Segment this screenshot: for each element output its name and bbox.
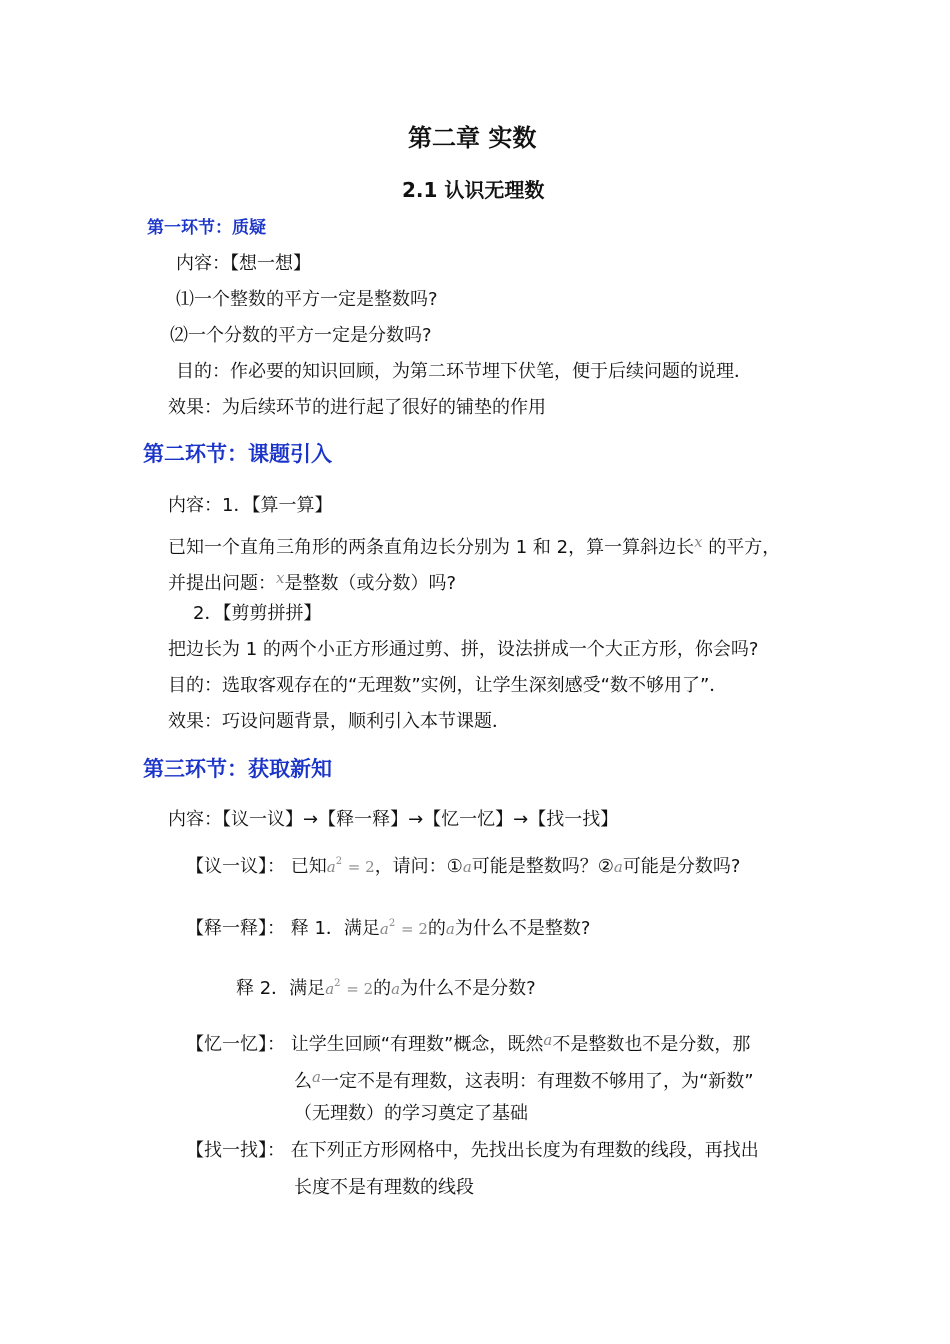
math-a-2: a — [462, 858, 472, 876]
math-exp-2: 2 — [388, 918, 396, 929]
s1-question-1: ⑴一个整数的平方一定是整数吗? — [176, 289, 438, 310]
s2-purpose: 目的：选取客观存在的“无理数”实例，让学生深刻感受“数不够用了”． — [168, 675, 728, 696]
recall-1b: 不是整数也不是分数，那 — [552, 1034, 751, 1055]
math-a-9: a — [312, 1068, 321, 1086]
math-a-7: a — [391, 980, 401, 998]
yiyiyi-d: 可能是分数吗? — [622, 856, 741, 877]
yiyiyi-b: ，请问：① — [374, 856, 463, 877]
s3-recall-line2 — [294, 1065, 754, 1094]
recall-2b: 一定不是有理数，这表明：有理数不够用了，为“新数” — [320, 1071, 754, 1092]
math-exp-3: 2 — [334, 978, 341, 989]
var-x-2: x — [276, 569, 285, 587]
s2-line3: 把边长为 1 的两个小正方形通过剪、拼，设法拼成一个大正方形，你会吗? — [168, 639, 759, 660]
yiyiyi-a: 已知 — [290, 856, 327, 877]
s2-effect: 效果：巧设问题背景，顺利引入本节课题． — [168, 711, 510, 732]
math-a-3: a — [613, 858, 623, 876]
math-a-6: a — [325, 980, 335, 998]
s2-line2-a: 并提出问题： — [168, 573, 276, 594]
s2-line2 — [168, 566, 456, 596]
s3-yiyiyi-line — [186, 850, 740, 879]
section-title: 2.1 认识无理数 — [402, 178, 545, 202]
find-label: 【找一找】： — [186, 1140, 285, 1161]
section3-heading: 第三环节：获取新知 — [143, 757, 332, 781]
s2-content-label: 内容：1．【算一算】 — [168, 495, 333, 516]
chapter-title: 第二章 实数 — [408, 124, 537, 152]
s3-find-line1 — [186, 1139, 759, 1163]
section2-heading: 第二环节：课题引入 — [143, 442, 332, 466]
s2-line1-a: 已知一个直角三角形的两条直角边长分别为 1 和 2，算一算斜边长 — [168, 537, 695, 558]
math-eq: = 2 — [347, 858, 375, 876]
s3-find-line2: 长度不是有理数的线段 — [294, 1177, 474, 1198]
s2-line2-b: 是整数（或分数）吗? — [284, 573, 457, 594]
shi1-c: 为什么不是整数? — [454, 918, 591, 939]
shi-label: 【释一释】： — [186, 918, 285, 939]
find-1: 在下列正方形网格中，先找出长度为有理数的线段，再找出 — [290, 1140, 759, 1161]
math-eq-2: = 2 — [400, 920, 428, 938]
shi2-b: 的 — [373, 978, 392, 999]
s3-shi2-line — [236, 972, 536, 1001]
math-a-4: a — [379, 920, 389, 938]
shi2-c: 为什么不是分数? — [400, 978, 536, 999]
math-eq-3: = 2 — [346, 980, 374, 998]
recall-1a: 让学生回顾“有理数”概念，既然 — [290, 1034, 544, 1055]
recall-label: 【忆一忆】： — [186, 1034, 285, 1055]
s2-item2: 2．【剪剪拼拼】 — [193, 603, 322, 624]
shi1-b: 的 — [427, 918, 446, 939]
s1-content-label: 内容：【想一想】 — [176, 253, 311, 274]
s1-purpose: 目的：作必要的知识回顾，为第二环节埋下伏笔，便于后续问题的说理． — [176, 361, 752, 382]
s3-shi1-line — [186, 912, 590, 941]
s1-effect: 效果：为后续环节的进行起了很好的铺垫的作用 — [168, 397, 546, 418]
s1-question-2: ⑵一个分数的平方一定是分数吗? — [170, 325, 432, 346]
s3-recall-line3: （无理数）的学习奠定了基础 — [294, 1103, 528, 1124]
s3-content-line: 内容：【议一议】→【释一释】→【忆一忆】→【找一找】 — [168, 809, 619, 830]
math-exp: 2 — [335, 856, 343, 867]
var-x: x — [694, 533, 703, 551]
section1-heading: 第一环节：质疑 — [147, 218, 266, 238]
s2-line1 — [168, 530, 780, 560]
recall-2a: 么 — [294, 1071, 312, 1092]
math-a-5: a — [445, 920, 455, 938]
s2-line1-b: 的平方， — [708, 537, 781, 558]
math-a: a — [326, 858, 336, 876]
yiyiyi-c: 可能是整数吗？② — [471, 856, 614, 877]
shi2-a: 释 2．满足 — [236, 978, 326, 999]
s3-recall-line1 — [186, 1028, 750, 1057]
yiyiyi-label: 【议一议】： — [186, 856, 285, 877]
shi1-a: 释 1．满足 — [290, 918, 380, 939]
math-a-8: a — [543, 1031, 553, 1049]
